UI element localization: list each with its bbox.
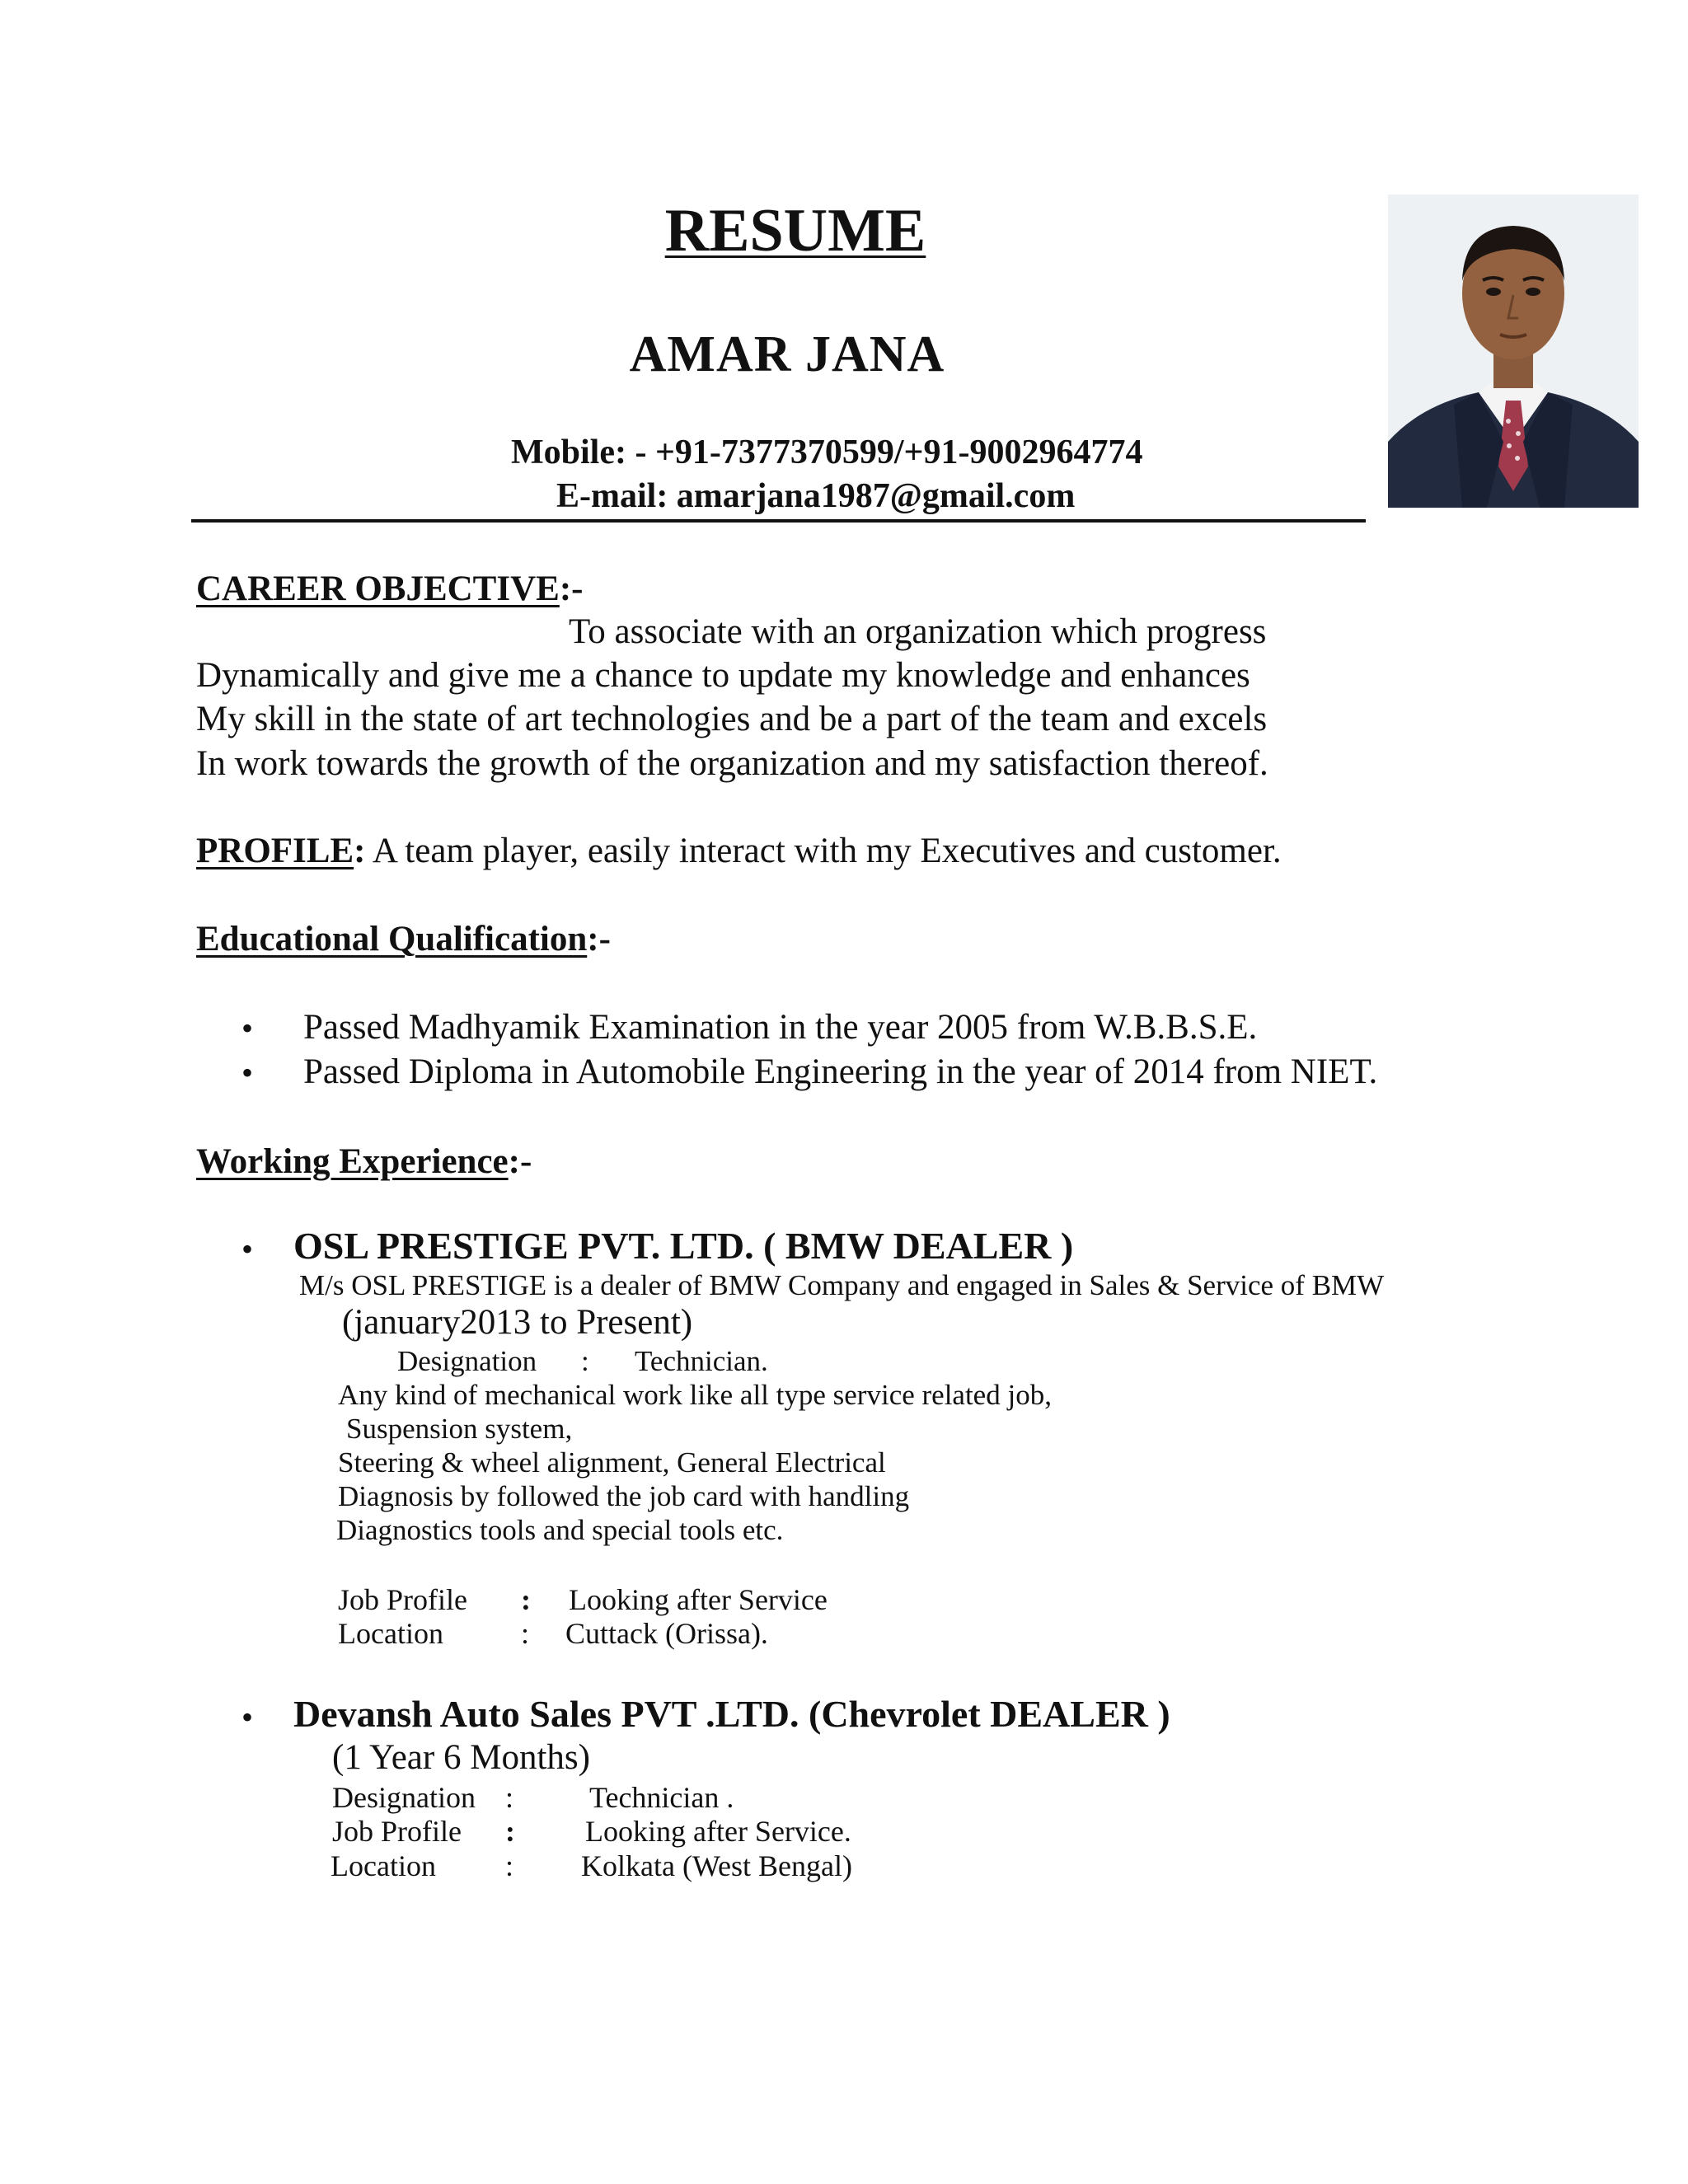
job-profile-value: Looking after Service. [585, 1815, 851, 1848]
designation-separator: : [581, 1345, 589, 1377]
education-suffix: :- [587, 920, 611, 958]
email-address: E-mail: amarjana1987@gmail.com [556, 477, 1076, 515]
bullet-icon: • [241, 1010, 254, 1047]
bullet-icon: • [241, 1054, 254, 1091]
job-profile-separator: : [521, 1583, 531, 1616]
duty-line: Any kind of mechanical work like all type service related job, [338, 1379, 1052, 1411]
duty-line: Steering & wheel alignment, General Electrical [338, 1446, 886, 1479]
experience-heading [196, 1141, 532, 1182]
education-heading [196, 919, 611, 959]
experience-heading-text: Working Experience [196, 1142, 509, 1181]
bullet-icon: • [241, 1699, 254, 1736]
job-company: Devansh Auto Sales PVT .LTD. (Chevrolet DEALER ) [293, 1693, 1170, 1735]
education-item: Passed Diploma in Automobile Engineering in the year of 2014 from NIET. [303, 1052, 1378, 1091]
header-divider [191, 519, 1366, 523]
duty-line: Diagnostics tools and special tools etc. [336, 1514, 784, 1546]
location-value: Cuttack (Orissa). [565, 1617, 768, 1650]
resume-title: RESUME [664, 197, 926, 265]
mobile-number: Mobile: - +91-7377370599/+91-9002964774 [511, 434, 1143, 471]
designation-separator: : [505, 1781, 514, 1814]
designation-value: Technician. [635, 1345, 768, 1377]
profile-photo [1388, 194, 1639, 508]
duty-line: Diagnosis by followed the job card with handling [338, 1480, 910, 1512]
profile-section [196, 831, 1282, 871]
job-profile-label: Job Profile [332, 1815, 462, 1848]
career-objective-line: My skill in the state of art technologies and be a part of the team and excels [196, 700, 1268, 738]
experience-suffix: :- [508, 1142, 532, 1181]
designation-value: Technician . [589, 1781, 734, 1814]
location-separator: : [505, 1849, 514, 1882]
job-period: (1 Year 6 Months) [332, 1738, 590, 1777]
bullet-icon: • [241, 1230, 254, 1268]
career-objective-heading [196, 569, 583, 609]
job-profile-label: Job Profile [338, 1583, 467, 1616]
location-value: Kolkata (West Bengal) [581, 1849, 852, 1882]
location-label: Location [338, 1617, 443, 1650]
profile-heading: PROFILE [196, 832, 354, 870]
job-description: M/s OSL PRESTIGE is a dealer of BMW Company and engaged in Sales & Service of BMW [299, 1269, 1385, 1301]
education-heading-text: Educational Qualification [196, 920, 588, 958]
job-period: (january2013 to Present) [342, 1303, 693, 1342]
location-separator: : [521, 1617, 530, 1650]
portrait-image [1388, 194, 1639, 508]
job-profile-value: Looking after Service [569, 1583, 828, 1616]
career-objective-line: Dynamically and give me a chance to update my knowledge and enhances [196, 656, 1250, 695]
designation-label: Designation [332, 1781, 476, 1814]
job-company: OSL PRESTIGE PVT. LTD. ( BMW DEALER ) [293, 1225, 1074, 1267]
career-objective-line: To associate with an organization which progress [569, 612, 1267, 651]
career-objective-heading-text: CAREER OBJECTIVE [196, 569, 560, 608]
career-objective-line: In work towards the growth of the organization and my satisfaction thereof. [196, 744, 1268, 783]
duty-line: Suspension system, [346, 1413, 573, 1445]
designation-label: Designation [397, 1345, 537, 1377]
profile-colon: : [354, 832, 366, 870]
profile-text: A team player, easily interact with my Executives and customer. [372, 832, 1282, 870]
location-label: Location [331, 1849, 436, 1882]
job-profile-separator: : [505, 1815, 515, 1848]
candidate-name: AMAR JANA [629, 326, 945, 382]
education-item: Passed Madhyamik Examination in the year 2005 from W.B.B.S.E. [303, 1008, 1258, 1047]
career-objective-suffix: :- [559, 569, 584, 608]
